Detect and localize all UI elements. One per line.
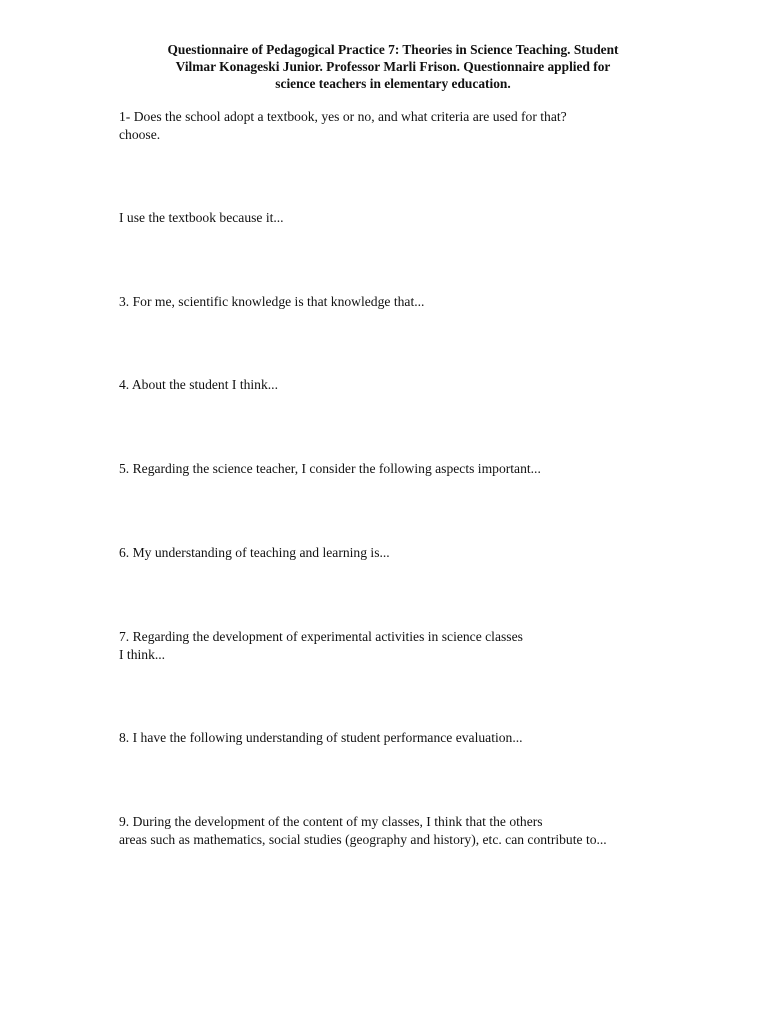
question-text: 8. I have the following understanding of student performance evaluation... — [119, 730, 523, 745]
question-text: 9. During the development of the content of my classes, I think that the others — [119, 814, 543, 829]
title-line: Questionnaire of Pedagogical Practice 7: Theories in Science Teaching. Student — [167, 42, 619, 57]
question-text: areas such as mathematics, social studies (geography and history), etc. can contribute to... — [119, 831, 607, 847]
document-title — [100, 41, 686, 92]
question-text: 1- Does the school adopt a textbook, yes or no, and what criteria are used for that? — [119, 109, 567, 124]
question-8 — [119, 729, 523, 747]
title-line: Vilmar Konageski Junior. Professor Marli Frison. Questionnaire applied for — [175, 59, 611, 74]
title-line: science teachers in elementary education. — [275, 76, 511, 91]
question-9 — [119, 813, 607, 848]
question-text: 4. About the student I think... — [119, 377, 278, 392]
question-3 — [119, 293, 424, 311]
question-text: I think... — [119, 646, 166, 662]
question-text: 6. My understanding of teaching and learning is... — [119, 545, 390, 560]
question-1 — [119, 108, 567, 143]
question-5 — [119, 460, 541, 478]
question-6 — [119, 544, 390, 562]
question-4 — [119, 376, 278, 394]
question-7 — [119, 628, 523, 663]
question-text: 3. For me, scientific knowledge is that knowledge that... — [119, 294, 425, 309]
question-text: choose. — [119, 126, 161, 142]
question-2 — [119, 209, 284, 227]
question-text: I use the textbook because it... — [119, 210, 284, 225]
question-text: 7. Regarding the development of experimental activities in science classes — [119, 629, 523, 644]
question-text: 5. Regarding the science teacher, I consider the following aspects important... — [119, 461, 541, 476]
